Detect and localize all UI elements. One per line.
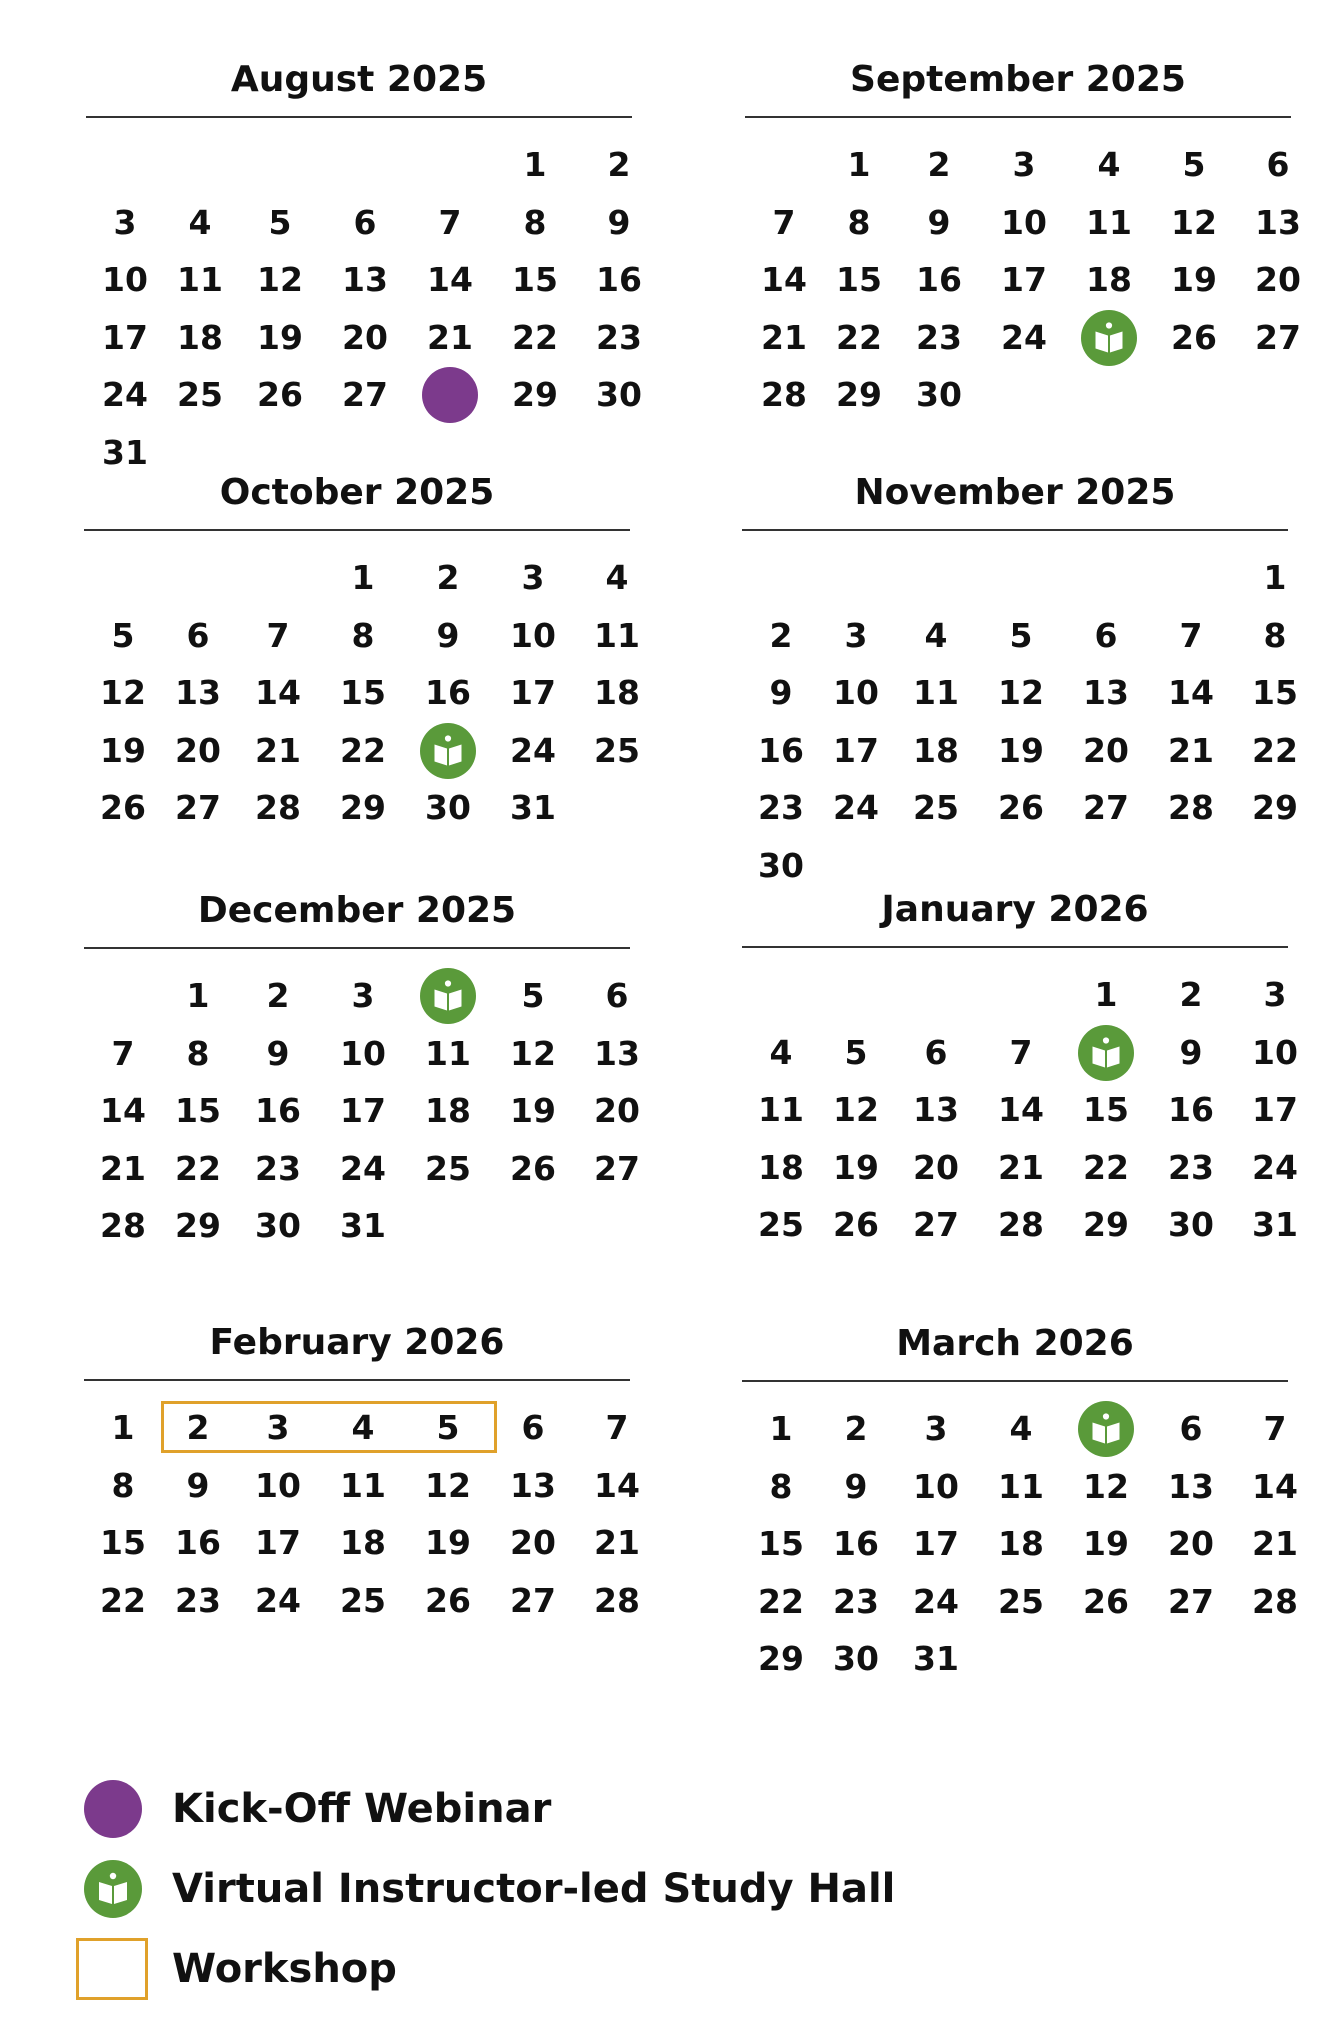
day-cell: 20 — [1168, 1524, 1214, 1564]
book-icon — [420, 968, 476, 1024]
day-cell: 26 — [257, 375, 303, 415]
day-cell: 11 — [177, 260, 223, 300]
day-cell: 2 — [927, 145, 951, 184]
day-cell: 10 — [1001, 202, 1047, 242]
day-cell: 29 — [758, 1639, 804, 1679]
day-cell: 14 — [998, 1090, 1044, 1130]
day-cell: 18 — [758, 1147, 804, 1187]
title-divider — [84, 947, 630, 949]
day-cell: 18 — [913, 730, 959, 770]
day-cell: 30 — [758, 846, 804, 885]
purple-dot-icon — [422, 367, 478, 423]
day-cell: 7 — [1009, 1032, 1033, 1072]
day-cell: 7 — [438, 202, 462, 242]
day-cell: 30 — [916, 375, 962, 415]
day-cell: 27 — [1168, 1581, 1214, 1621]
day-cell: 19 — [1171, 260, 1217, 300]
day-cell: 14 — [255, 673, 301, 713]
day-cell: 17 — [833, 730, 879, 770]
day-cell: 31 — [102, 433, 148, 472]
day-grid — [742, 966, 1298, 1254]
day-cell: 6 — [186, 615, 210, 655]
day-cell: 27 — [1083, 788, 1129, 828]
day-cell: 21 — [255, 730, 301, 770]
month-calendar — [742, 889, 1298, 1254]
day-cell: 7 — [111, 1033, 135, 1073]
day-cell: 22 — [100, 1580, 146, 1620]
day-cell: 22 — [340, 730, 386, 770]
day-cell: 30 — [255, 1206, 301, 1246]
day-cell: 12 — [833, 1090, 879, 1130]
day-cell: 25 — [998, 1581, 1044, 1621]
day-cell: 26 — [833, 1205, 879, 1245]
event-marker — [1070, 309, 1148, 367]
day-cell: 2 — [844, 1409, 868, 1448]
day-cell: 21 — [594, 1523, 640, 1563]
day-cell: 29 — [836, 375, 882, 415]
day-cell: 10 — [913, 1466, 959, 1506]
book-icon — [84, 1860, 142, 1918]
day-grid — [745, 136, 1301, 424]
legend-item-study-hall — [72, 1850, 972, 1930]
day-cell: 10 — [102, 260, 148, 300]
day-cell: 9 — [844, 1466, 868, 1506]
day-cell: 3 — [924, 1409, 948, 1448]
day-cell: 28 — [594, 1580, 640, 1620]
day-cell: 16 — [916, 260, 962, 300]
day-cell: 5 — [521, 976, 545, 1015]
day-cell: 22 — [758, 1581, 804, 1621]
day-cell: 26 — [510, 1148, 556, 1188]
day-cell: 11 — [594, 615, 640, 655]
day-cell: 8 — [186, 1033, 210, 1073]
day-grid — [742, 1400, 1298, 1688]
day-cell: 27 — [510, 1580, 556, 1620]
day-cell: 24 — [102, 375, 148, 415]
event-marker — [1067, 1024, 1145, 1082]
day-cell: 14 — [761, 260, 807, 300]
day-cell: 18 — [177, 317, 223, 357]
book-icon — [1078, 1401, 1134, 1457]
month-title: March 2026 — [896, 1323, 1134, 1364]
day-cell: 11 — [425, 1033, 471, 1073]
day-cell: 24 — [510, 730, 556, 770]
day-cell: 11 — [998, 1466, 1044, 1506]
title-divider — [86, 116, 632, 118]
day-cell: 21 — [998, 1147, 1044, 1187]
day-cell: 10 — [1252, 1032, 1298, 1072]
day-cell: 4 — [351, 1408, 375, 1447]
day-cell: 6 — [605, 976, 629, 1015]
day-cell: 15 — [175, 1091, 221, 1131]
day-cell: 5 — [1009, 615, 1033, 655]
day-cell: 21 — [1252, 1524, 1298, 1564]
day-cell: 26 — [998, 788, 1044, 828]
day-cell: 14 — [1168, 673, 1214, 713]
day-cell: 23 — [175, 1580, 221, 1620]
day-cell: 9 — [266, 1033, 290, 1073]
day-cell: 7 — [772, 202, 796, 242]
day-cell: 19 — [510, 1091, 556, 1131]
day-cell: 18 — [998, 1524, 1044, 1564]
day-cell: 23 — [596, 317, 642, 357]
day-cell: 4 — [769, 1032, 793, 1072]
day-cell: 8 — [523, 202, 547, 242]
day-cell: 23 — [916, 317, 962, 357]
day-cell: 17 — [913, 1524, 959, 1564]
day-cell: 9 — [607, 202, 631, 242]
day-cell: 16 — [758, 730, 804, 770]
day-cell: 1 — [1094, 975, 1118, 1014]
day-cell: 4 — [1009, 1409, 1033, 1448]
month-title: February 2026 — [209, 1322, 505, 1363]
day-cell: 29 — [340, 788, 386, 828]
day-cell: 17 — [340, 1091, 386, 1131]
day-cell: 12 — [100, 673, 146, 713]
day-cell: 8 — [351, 615, 375, 655]
book-icon — [1078, 1025, 1134, 1081]
day-cell: 10 — [340, 1033, 386, 1073]
day-cell: 22 — [836, 317, 882, 357]
day-cell: 18 — [1086, 260, 1132, 300]
day-cell: 12 — [998, 673, 1044, 713]
day-cell: 4 — [605, 558, 629, 597]
day-cell: 27 — [1255, 317, 1301, 357]
month-title: August 2025 — [230, 59, 488, 100]
day-cell: 12 — [257, 260, 303, 300]
day-cell: 9 — [1179, 1032, 1203, 1072]
day-cell: 2 — [607, 145, 631, 184]
day-cell: 27 — [913, 1205, 959, 1245]
day-cell: 23 — [833, 1581, 879, 1621]
day-cell: 31 — [1252, 1205, 1298, 1245]
day-cell: 8 — [111, 1465, 135, 1505]
day-cell: 10 — [255, 1465, 301, 1505]
day-cell: 20 — [1083, 730, 1129, 770]
day-cell: 8 — [769, 1466, 793, 1506]
day-cell: 1 — [847, 145, 871, 184]
day-cell: 24 — [1252, 1147, 1298, 1187]
orange-box-icon — [76, 1938, 148, 2000]
day-grid — [742, 549, 1298, 895]
day-cell: 17 — [1252, 1090, 1298, 1130]
month-title: December 2025 — [197, 890, 517, 931]
workshop-range-box — [161, 1401, 497, 1453]
day-cell: 30 — [1168, 1205, 1214, 1245]
day-cell: 31 — [340, 1206, 386, 1246]
month-calendar — [745, 59, 1301, 424]
day-cell: 23 — [1168, 1147, 1214, 1187]
day-cell: 29 — [1252, 788, 1298, 828]
event-marker — [1067, 1400, 1145, 1458]
day-cell: 11 — [758, 1090, 804, 1130]
day-cell: 3 — [113, 202, 137, 242]
day-cell: 16 — [833, 1524, 879, 1564]
day-cell: 13 — [1083, 673, 1129, 713]
day-cell: 29 — [1083, 1205, 1129, 1245]
day-cell: 5 — [436, 1408, 460, 1447]
day-cell: 28 — [255, 788, 301, 828]
day-cell: 29 — [175, 1206, 221, 1246]
title-divider — [742, 529, 1288, 531]
day-cell: 4 — [188, 202, 212, 242]
day-cell: 10 — [510, 615, 556, 655]
day-cell: 12 — [510, 1033, 556, 1073]
day-cell: 19 — [833, 1147, 879, 1187]
day-cell: 6 — [353, 202, 377, 242]
day-cell: 3 — [521, 558, 545, 597]
book-icon — [420, 723, 476, 779]
legend — [72, 1770, 972, 2010]
day-cell: 2 — [769, 615, 793, 655]
day-cell: 15 — [100, 1523, 146, 1563]
day-cell: 11 — [340, 1465, 386, 1505]
legend-item-kickoff-webinar — [72, 1770, 972, 1850]
month-title: September 2025 — [850, 59, 1186, 100]
day-cell: 25 — [913, 788, 959, 828]
day-cell: 3 — [1012, 145, 1036, 184]
day-cell: 27 — [342, 375, 388, 415]
day-cell: 13 — [175, 673, 221, 713]
day-cell: 22 — [175, 1148, 221, 1188]
day-cell: 9 — [186, 1465, 210, 1505]
day-cell: 31 — [510, 788, 556, 828]
month-calendar — [742, 472, 1298, 895]
day-cell: 18 — [594, 673, 640, 713]
day-cell: 27 — [175, 788, 221, 828]
title-divider — [745, 116, 1291, 118]
month-calendar — [84, 472, 640, 837]
day-cell: 24 — [255, 1580, 301, 1620]
day-cell: 20 — [594, 1091, 640, 1131]
month-title: January 2026 — [881, 889, 1149, 930]
day-cell: 9 — [927, 202, 951, 242]
day-cell: 1 — [523, 145, 547, 184]
day-cell: 6 — [1179, 1409, 1203, 1448]
event-marker — [409, 722, 487, 780]
day-cell: 28 — [1252, 1581, 1298, 1621]
day-grid — [84, 1399, 640, 1629]
day-cell: 1 — [1263, 558, 1287, 597]
month-title: October 2025 — [219, 472, 495, 513]
month-title: November 2025 — [854, 472, 1176, 513]
day-cell: 17 — [510, 673, 556, 713]
day-cell: 28 — [100, 1206, 146, 1246]
day-cell: 23 — [758, 788, 804, 828]
day-cell: 31 — [913, 1639, 959, 1679]
day-cell: 14 — [594, 1465, 640, 1505]
day-cell: 18 — [340, 1523, 386, 1563]
day-cell: 23 — [255, 1148, 301, 1188]
day-grid — [84, 967, 640, 1255]
event-marker — [411, 366, 489, 424]
day-cell: 21 — [1168, 730, 1214, 770]
day-cell: 15 — [1083, 1090, 1129, 1130]
day-cell: 22 — [1083, 1147, 1129, 1187]
day-cell: 6 — [521, 1408, 545, 1447]
day-cell: 8 — [1263, 615, 1287, 655]
month-calendar — [84, 890, 640, 1255]
day-cell: 20 — [510, 1523, 556, 1563]
title-divider — [742, 946, 1288, 948]
day-cell: 15 — [1252, 673, 1298, 713]
day-cell: 15 — [340, 673, 386, 713]
day-cell: 13 — [1168, 1466, 1214, 1506]
day-cell: 10 — [833, 673, 879, 713]
day-cell: 25 — [177, 375, 223, 415]
day-cell: 12 — [1083, 1466, 1129, 1506]
day-cell: 19 — [998, 730, 1044, 770]
day-cell: 25 — [340, 1580, 386, 1620]
day-cell: 26 — [1083, 1581, 1129, 1621]
day-cell: 29 — [512, 375, 558, 415]
day-cell: 17 — [255, 1523, 301, 1563]
day-cell: 13 — [1255, 202, 1301, 242]
day-cell: 14 — [100, 1091, 146, 1131]
day-cell: 12 — [425, 1465, 471, 1505]
day-cell: 25 — [425, 1148, 471, 1188]
day-cell: 28 — [1168, 788, 1214, 828]
day-cell: 20 — [913, 1147, 959, 1187]
day-cell: 5 — [1182, 145, 1206, 184]
day-cell: 16 — [1168, 1090, 1214, 1130]
day-cell: 25 — [758, 1205, 804, 1245]
day-cell: 13 — [913, 1090, 959, 1130]
day-cell: 16 — [255, 1091, 301, 1131]
day-cell: 1 — [769, 1409, 793, 1448]
day-cell: 26 — [1171, 317, 1217, 357]
day-cell: 21 — [100, 1148, 146, 1188]
day-cell: 16 — [596, 260, 642, 300]
day-cell: 28 — [998, 1205, 1044, 1245]
book-icon — [1081, 310, 1137, 366]
day-cell: 20 — [342, 317, 388, 357]
day-cell: 1 — [111, 1408, 135, 1447]
day-cell: 8 — [847, 202, 871, 242]
day-cell: 15 — [512, 260, 558, 300]
legend-label: Kick-Off Webinar — [172, 1786, 552, 1832]
day-cell: 22 — [512, 317, 558, 357]
day-cell: 13 — [594, 1033, 640, 1073]
day-cell: 2 — [1179, 975, 1203, 1014]
day-cell: 3 — [1263, 975, 1287, 1014]
day-cell: 30 — [596, 375, 642, 415]
day-cell: 13 — [510, 1465, 556, 1505]
day-cell: 3 — [351, 976, 375, 1015]
day-cell: 16 — [175, 1523, 221, 1563]
purple-dot-icon — [84, 1780, 142, 1838]
day-cell: 11 — [1086, 202, 1132, 242]
day-cell: 15 — [836, 260, 882, 300]
day-cell: 9 — [436, 615, 460, 655]
day-cell: 17 — [102, 317, 148, 357]
day-cell: 6 — [1266, 145, 1290, 184]
day-cell: 3 — [266, 1408, 290, 1447]
day-cell: 14 — [1252, 1466, 1298, 1506]
event-marker — [409, 967, 487, 1025]
legend-item-workshop — [72, 1930, 972, 2010]
day-cell: 21 — [761, 317, 807, 357]
month-calendar — [86, 59, 642, 482]
day-cell: 4 — [1097, 145, 1121, 184]
day-grid — [84, 549, 640, 837]
day-cell: 19 — [425, 1523, 471, 1563]
day-cell: 11 — [913, 673, 959, 713]
day-cell: 5 — [268, 202, 292, 242]
day-cell: 6 — [924, 1032, 948, 1072]
title-divider — [84, 529, 630, 531]
day-cell: 30 — [425, 788, 471, 828]
day-cell: 20 — [175, 730, 221, 770]
day-cell: 2 — [186, 1408, 210, 1447]
day-cell: 14 — [427, 260, 473, 300]
day-cell: 4 — [924, 615, 948, 655]
month-calendar — [84, 1322, 640, 1629]
day-cell: 27 — [594, 1148, 640, 1188]
day-cell: 19 — [100, 730, 146, 770]
day-cell: 3 — [844, 615, 868, 655]
day-cell: 24 — [833, 788, 879, 828]
day-cell: 25 — [594, 730, 640, 770]
day-cell: 20 — [1255, 260, 1301, 300]
title-divider — [742, 1380, 1288, 1382]
day-cell: 19 — [1083, 1524, 1129, 1564]
legend-label: Workshop — [172, 1946, 397, 1992]
day-cell: 17 — [1001, 260, 1047, 300]
day-cell: 1 — [186, 976, 210, 1015]
day-cell: 7 — [1263, 1409, 1287, 1448]
month-calendar — [742, 1323, 1298, 1688]
day-cell: 22 — [1252, 730, 1298, 770]
day-cell: 26 — [425, 1580, 471, 1620]
day-cell: 30 — [833, 1639, 879, 1679]
day-cell: 2 — [436, 558, 460, 597]
day-cell: 15 — [758, 1524, 804, 1564]
day-cell: 18 — [425, 1091, 471, 1131]
day-cell: 1 — [351, 558, 375, 597]
day-cell: 7 — [1179, 615, 1203, 655]
day-cell: 5 — [844, 1032, 868, 1072]
day-cell: 13 — [342, 260, 388, 300]
day-cell: 7 — [266, 615, 290, 655]
day-cell: 6 — [1094, 615, 1118, 655]
day-cell: 24 — [913, 1581, 959, 1621]
day-cell: 9 — [769, 673, 793, 713]
title-divider — [84, 1379, 630, 1381]
legend-label: Virtual Instructor-led Study Hall — [172, 1866, 896, 1912]
day-cell: 21 — [427, 317, 473, 357]
day-cell: 5 — [111, 615, 135, 655]
day-cell: 24 — [340, 1148, 386, 1188]
day-cell: 26 — [100, 788, 146, 828]
day-cell: 24 — [1001, 317, 1047, 357]
day-cell: 7 — [605, 1408, 629, 1447]
day-grid — [86, 136, 642, 482]
day-cell: 28 — [761, 375, 807, 415]
day-cell: 19 — [257, 317, 303, 357]
day-cell: 16 — [425, 673, 471, 713]
day-cell: 12 — [1171, 202, 1217, 242]
day-cell: 2 — [266, 976, 290, 1015]
